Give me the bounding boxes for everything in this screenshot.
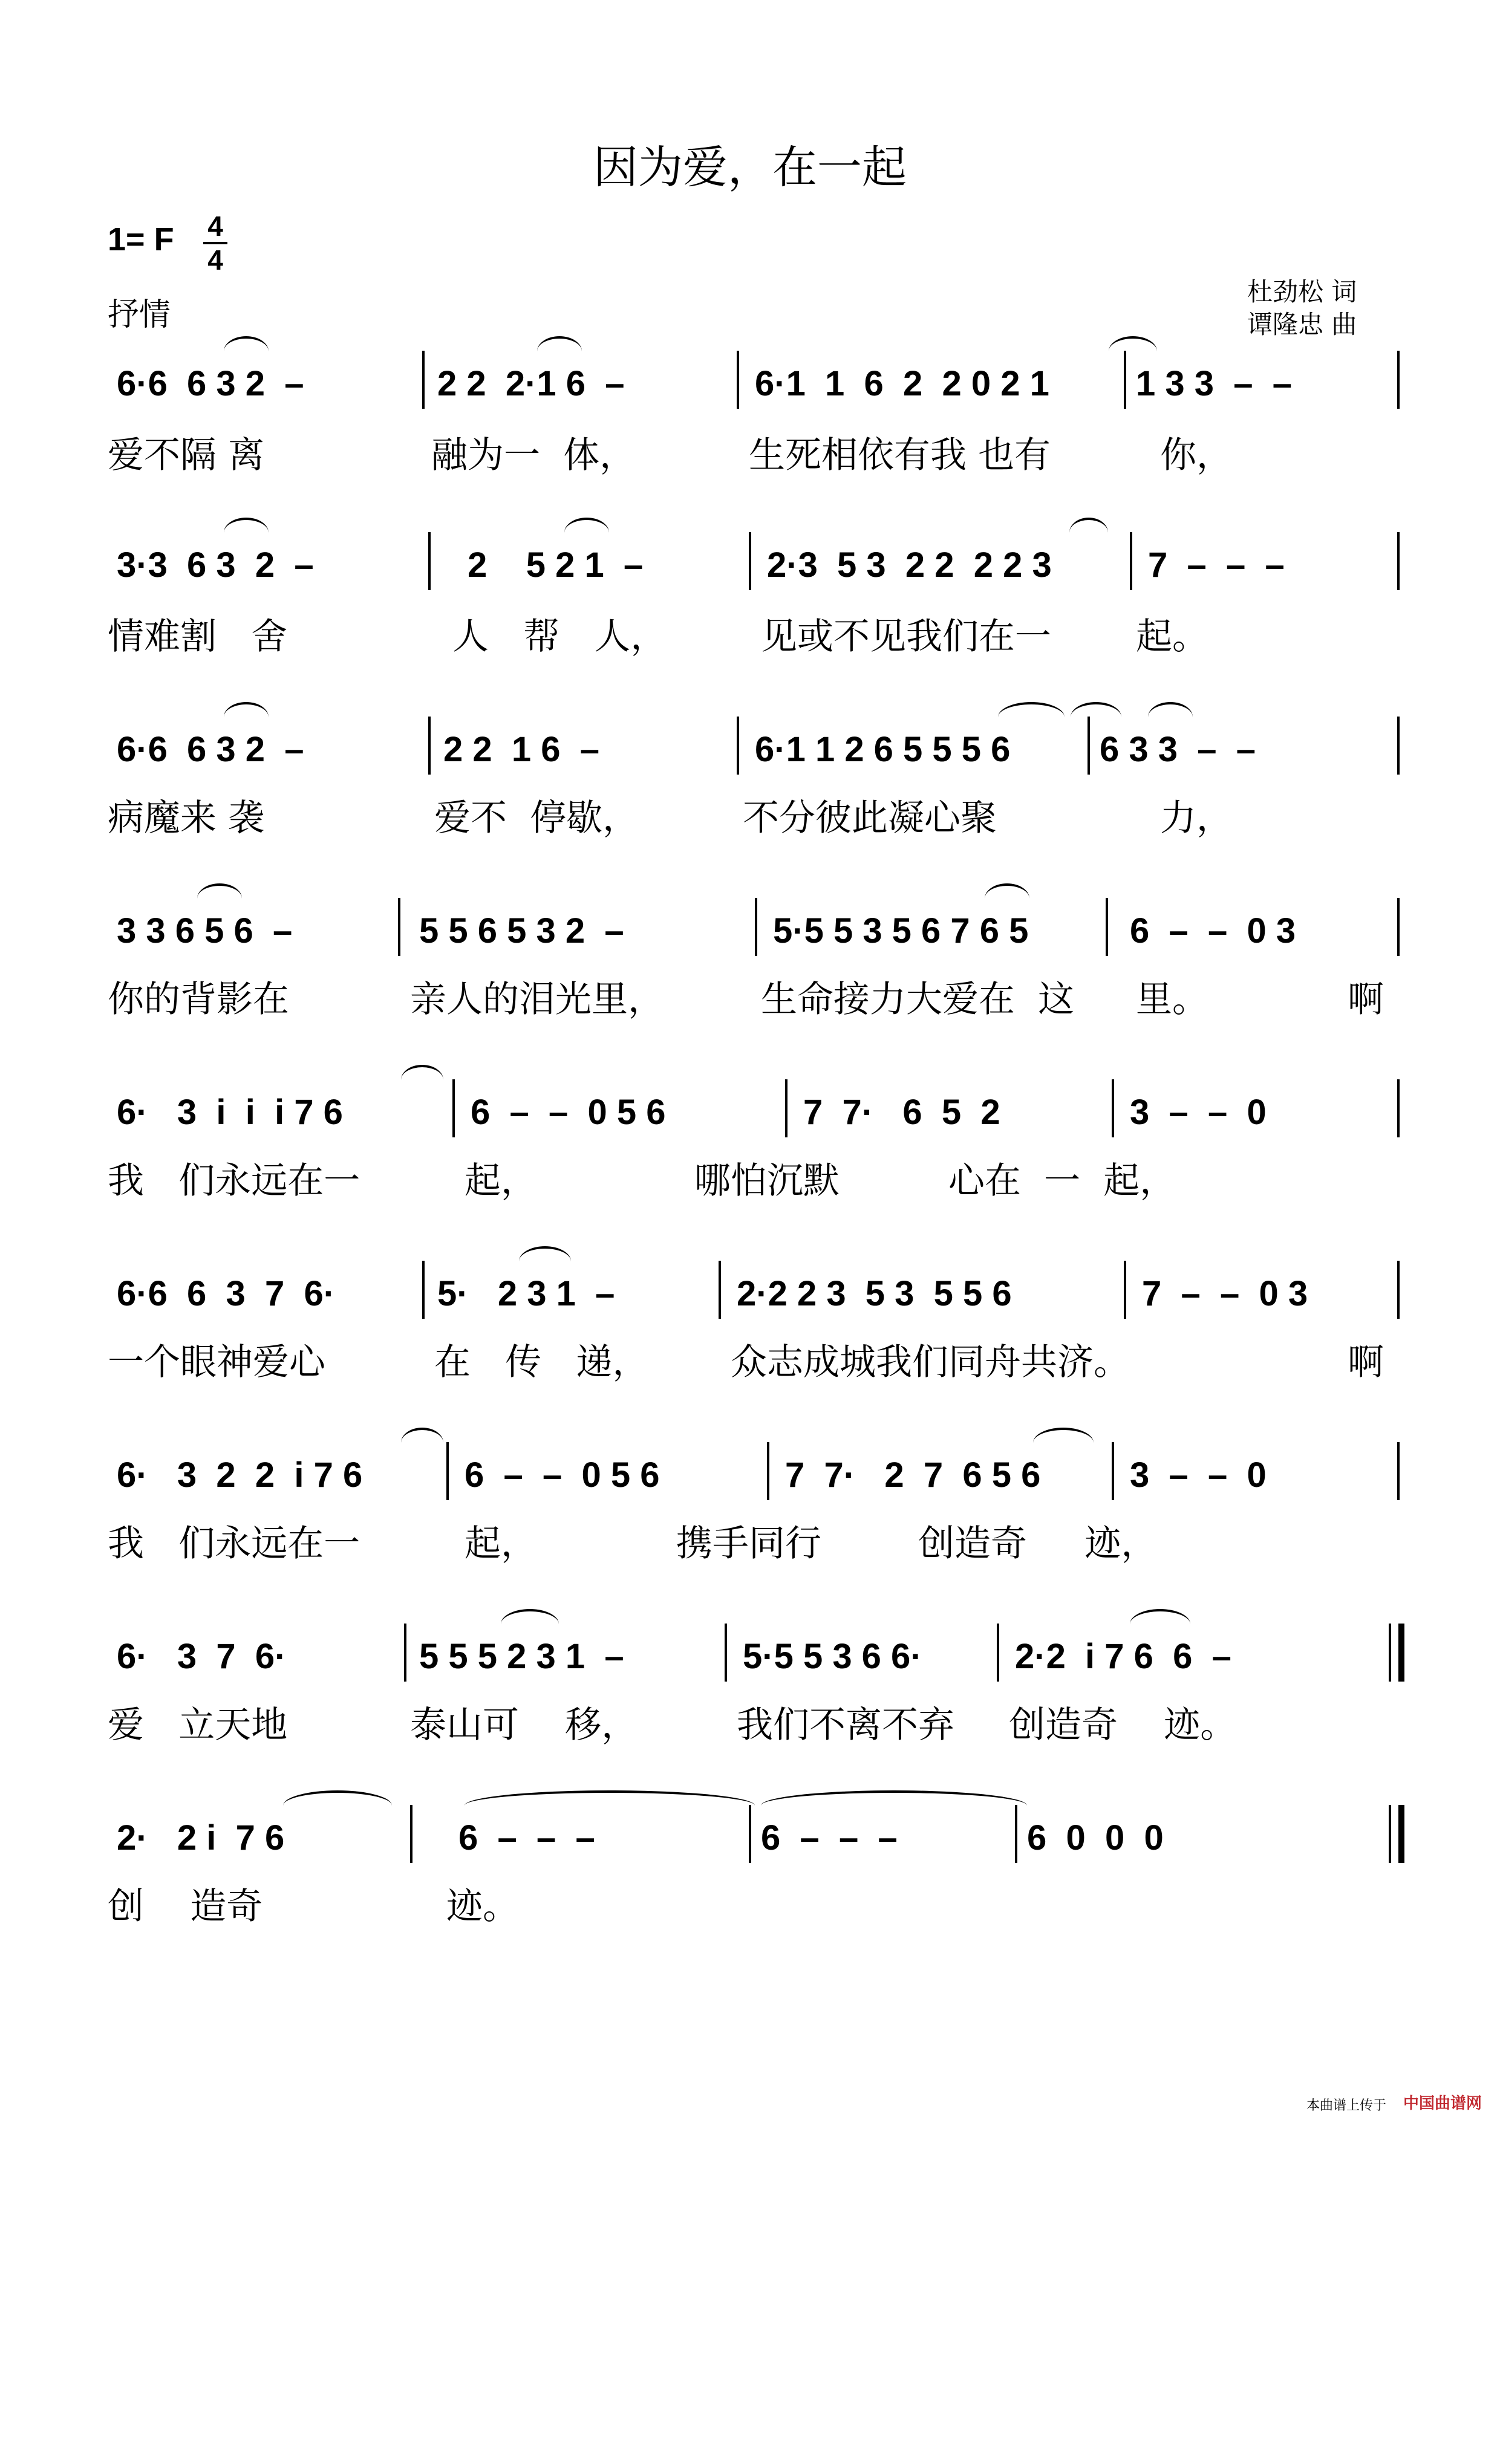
- lyric-line: [108, 789, 1402, 837]
- tie-slur: [224, 336, 269, 366]
- measure: 5· 2 3 1 –: [437, 1274, 615, 1313]
- barline: [1397, 898, 1400, 956]
- barline: [767, 1442, 769, 1500]
- tempo-mood: 抒情: [108, 297, 171, 333]
- score-title: 因为爱，在一起: [593, 141, 907, 193]
- tie-slur: [1130, 1609, 1190, 1639]
- repeat-end-barline: [1389, 1624, 1404, 1682]
- notation-row: [108, 1630, 1402, 1684]
- lyric-line: [108, 1877, 1402, 1926]
- lyric-line: [108, 1333, 1402, 1382]
- barline: [1397, 1079, 1400, 1137]
- measure: 6 – – 0 5 6: [465, 1455, 660, 1495]
- site-logo[interactable]: 中国曲谱网: [1403, 2094, 1482, 2112]
- measure: 6·6 6 3 2 –: [117, 364, 304, 403]
- barline: [785, 1079, 788, 1137]
- measure: 5 5 6 5 3 2 –: [419, 911, 624, 951]
- lyric-segment: 起，: [465, 1523, 537, 1565]
- lyric-segment: 我们不离不弃: [737, 1704, 954, 1746]
- measure: 2 5 2 1 –: [468, 545, 644, 585]
- measure: 7 – – –: [1148, 545, 1285, 585]
- measure: 3 3 6 5 6 –: [117, 911, 293, 951]
- barline: [452, 1079, 455, 1137]
- lyric-segment: 哪怕沉默: [694, 1160, 840, 1202]
- barline: [428, 717, 431, 775]
- tie-slur: [537, 336, 582, 366]
- tie-slur: [998, 702, 1065, 732]
- tie-slur: [401, 1428, 443, 1458]
- measure: 1 3 3 – –: [1136, 364, 1292, 403]
- final-barline: [1389, 1805, 1404, 1863]
- lyric-segment: 爱不 停歇，: [434, 797, 639, 839]
- notation-row: [108, 538, 1402, 593]
- lyric-segment: 见或不见我们在一: [761, 616, 1051, 658]
- tie-slur: [1069, 518, 1108, 548]
- lyric-segment: 携手同行: [676, 1523, 821, 1565]
- tie-slur: [224, 702, 269, 732]
- tie-slur: [197, 883, 242, 914]
- lyric-segment: 心在 一 起，: [948, 1160, 1176, 1202]
- barline: [749, 532, 751, 590]
- barline: [1397, 1261, 1400, 1319]
- tie-slur: [1109, 336, 1157, 366]
- lyric-segment: 亲人的泪光里，: [410, 978, 664, 1021]
- measure: 7 7· 6 5 2: [803, 1093, 1000, 1132]
- lyric-segment: 我 们永远在一: [108, 1523, 360, 1565]
- tie-slur: [519, 1246, 571, 1276]
- key-signature: 1= F: [108, 221, 174, 258]
- measure: 6 – – –: [761, 1818, 898, 1858]
- barline: [1106, 898, 1108, 956]
- lyric-segment: 创 造奇: [108, 1885, 263, 1928]
- lyric-segment: 众志成城我们同舟共济。: [731, 1341, 1130, 1383]
- tie-slur: [224, 518, 269, 548]
- lyric-segment: 力，: [1160, 797, 1233, 839]
- measure: 5 5 5 2 3 1 –: [419, 1637, 624, 1676]
- barline: [1130, 532, 1132, 590]
- measure: 6·1 1 6 2 2 0 2 1: [755, 364, 1049, 403]
- barline: [725, 1624, 727, 1682]
- notation-row: [108, 904, 1402, 958]
- barline: [737, 717, 739, 775]
- measure: 6 3 3 – –: [1100, 730, 1256, 769]
- tie-slur: [1148, 702, 1193, 732]
- tie-slur: [401, 1065, 443, 1095]
- barline: [1397, 1442, 1400, 1500]
- tie-slur: [501, 1609, 559, 1639]
- barline: [404, 1624, 406, 1682]
- lyric-segment: 病魔来 袭: [108, 797, 265, 839]
- measure: 6 – – –: [458, 1818, 595, 1858]
- lyric-segment: 迹。: [446, 1885, 519, 1928]
- tie-slur: [1071, 702, 1121, 732]
- upload-note: 本曲谱上传于: [1306, 2098, 1387, 2113]
- measure: 6· 3 2 2 i 7 6: [117, 1455, 363, 1495]
- measure: 2 2 1 6 –: [443, 730, 599, 769]
- lyricist-credit: 杜劲松 词: [1247, 277, 1357, 307]
- measure: 3 – – 0: [1130, 1093, 1267, 1132]
- measure: 3·3 6 3 2 –: [117, 545, 314, 585]
- lyric-segment: 啊: [1348, 1341, 1384, 1383]
- time-signature-top: 4: [207, 210, 223, 242]
- barline: [428, 532, 431, 590]
- barline: [719, 1261, 721, 1319]
- barline: [1112, 1079, 1114, 1137]
- measure: 2·3 5 3 2 2 2 2 3: [767, 545, 1052, 585]
- notation-row: [108, 1267, 1402, 1321]
- lyric-segment: 你，: [1160, 434, 1233, 476]
- barline: [410, 1805, 412, 1863]
- lyric-segment: 人 帮 人，: [452, 616, 667, 658]
- measure: 6 – – 0 3: [1130, 911, 1296, 951]
- tie-slur: [564, 518, 609, 548]
- composer-credit: 谭隆忠 曲: [1247, 310, 1357, 339]
- lyric-segment: 泰山可 移，: [410, 1704, 638, 1746]
- notation-row: [108, 1811, 1402, 1865]
- measure: 3 – – 0: [1130, 1455, 1267, 1495]
- time-signature: [203, 212, 227, 275]
- notation-row: [108, 723, 1402, 777]
- barline: [422, 1261, 425, 1319]
- tie-slur: [283, 1790, 392, 1821]
- lyric-segment: 一个眼神爱心: [108, 1341, 325, 1383]
- barline: [398, 898, 400, 956]
- lyric-segment: 里。: [1136, 978, 1208, 1021]
- barline: [1397, 532, 1400, 590]
- lyric-segment: 爱不隔 离: [108, 434, 265, 476]
- tie-slur: [985, 883, 1029, 914]
- measure: 6· 3 7 6·: [117, 1637, 287, 1676]
- barline: [422, 351, 425, 409]
- notation-row: [108, 1448, 1402, 1503]
- lyric-segment: 在 传 递，: [434, 1341, 649, 1383]
- measure: 7 – – 0 3: [1142, 1274, 1308, 1313]
- barline: [1397, 351, 1400, 409]
- notation-row: [108, 357, 1402, 411]
- lyric-line: [108, 1515, 1402, 1563]
- notation-row: [108, 1085, 1402, 1140]
- barline: [1124, 1261, 1126, 1319]
- measure: 5·5 5 3 6 6·: [743, 1637, 922, 1676]
- barline: [737, 351, 739, 409]
- lyric-line: [108, 608, 1402, 656]
- lyric-line: [108, 426, 1402, 475]
- barline: [755, 898, 757, 956]
- barline: [1397, 717, 1400, 775]
- measure: 2·2 2 3 5 3 5 5 6: [737, 1274, 1012, 1313]
- lyric-segment: 生命接力大爱在 这: [761, 978, 1075, 1021]
- tie-slur: [761, 1790, 1027, 1821]
- lyric-segment: 我 们永远在一: [108, 1160, 360, 1202]
- lyric-line: [108, 970, 1402, 1019]
- measure: 6·1 1 2 6 5 5 5 6: [755, 730, 1011, 769]
- lyric-segment: 起。: [1136, 616, 1208, 658]
- lyric-segment: 不分彼此凝心聚: [743, 797, 997, 839]
- measure: 5·5 5 3 5 6 7 6 5: [773, 911, 1029, 951]
- measure: 2·2 i 7 6 6 –: [1015, 1637, 1231, 1676]
- lyric-segment: 生死相依有我 也有: [749, 434, 1051, 476]
- barline: [997, 1624, 999, 1682]
- lyric-segment: 啊: [1348, 978, 1384, 1021]
- measure: 7 7· 2 7 6 5 6: [785, 1455, 1041, 1495]
- lyric-segment: 创造奇 迹。: [1009, 1704, 1237, 1746]
- lyric-segment: 起，: [465, 1160, 537, 1202]
- measure: 6· 3 i i i 7 6: [117, 1093, 343, 1132]
- lyric-segment: 爱 立天地: [108, 1704, 288, 1746]
- barline: [1112, 1442, 1114, 1500]
- measure: 2 2 2·1 6 –: [437, 364, 625, 403]
- tie-slur: [1033, 1428, 1094, 1458]
- lyric-segment: 创造奇 迹，: [918, 1523, 1158, 1565]
- lyric-segment: 融为一 体，: [431, 434, 636, 476]
- time-signature-bottom: 4: [207, 244, 223, 276]
- lyric-segment: 情难割 舍: [108, 616, 288, 658]
- measure: 6 – – 0 5 6: [471, 1093, 666, 1132]
- lyric-segment: 你的背影在: [108, 978, 289, 1021]
- lyric-line: [108, 1696, 1402, 1744]
- measure: 2· 2 i 7 6: [117, 1818, 285, 1858]
- measure: 6·6 6 3 7 6·: [117, 1274, 336, 1313]
- lyric-line: [108, 1152, 1402, 1200]
- measure: 6·6 6 3 2 –: [117, 730, 304, 769]
- tie-slur: [465, 1790, 755, 1821]
- barline: [446, 1442, 449, 1500]
- measure: 6 0 0 0: [1027, 1818, 1164, 1858]
